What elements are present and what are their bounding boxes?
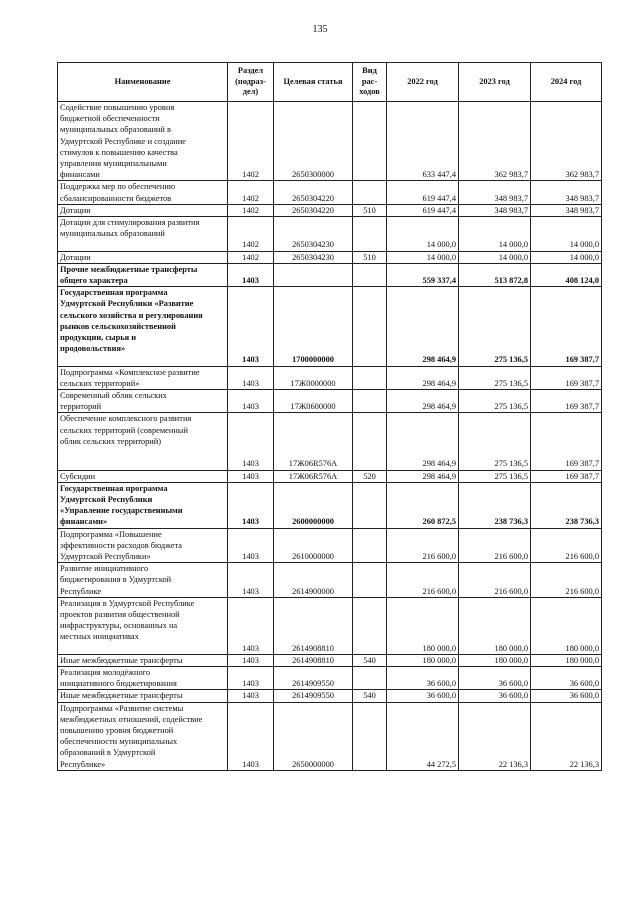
header-section xyxy=(228,63,274,102)
cell-section: 1402 xyxy=(228,204,274,216)
cell-2024: 408 124,0 xyxy=(531,263,602,286)
cell-2024: 238 736,3 xyxy=(531,482,602,528)
cell-article: 2614900000 xyxy=(274,563,353,598)
cell-2022: 44 272,5 xyxy=(387,702,459,770)
cell-name xyxy=(58,217,228,252)
table-row xyxy=(58,528,602,563)
cell-section: 1403 xyxy=(228,482,274,528)
cell-2024: 169 387,7 xyxy=(531,470,602,482)
cell-name-line: Удмуртской Республике и создание xyxy=(60,136,186,146)
cell-section: 1403 xyxy=(228,366,274,389)
cell-2022: 14 000,0 xyxy=(387,217,459,252)
cell-name-line: сельского хозяйства и регулирования xyxy=(60,310,203,320)
cell-name-line: обеспеченности муниципальных xyxy=(60,737,178,747)
cell-2024: 169 387,7 xyxy=(531,287,602,366)
cell-2023: 36 600,0 xyxy=(459,666,531,689)
cell-2022: 298 464,9 xyxy=(387,287,459,366)
header-article: Целевая статья xyxy=(274,63,353,102)
cell-type xyxy=(353,366,387,389)
cell-2023: 362 983,7 xyxy=(459,102,531,181)
table-row xyxy=(58,181,602,204)
cell-2022: 36 600,0 xyxy=(387,690,459,702)
cell-name-line: бюджетирования в Удмуртской xyxy=(60,575,172,585)
table-row xyxy=(58,563,602,598)
table-row xyxy=(58,690,602,702)
cell-2024: 169 387,7 xyxy=(531,366,602,389)
cell-2022: 619 447,4 xyxy=(387,204,459,216)
cell-2024: 36 600,0 xyxy=(531,690,602,702)
cell-article: 2600000000 xyxy=(274,482,353,528)
cell-name xyxy=(58,413,228,470)
cell-2022: 260 872,5 xyxy=(387,482,459,528)
cell-name-line: муниципальных образований в xyxy=(60,125,171,135)
header-name: Наименование xyxy=(58,63,228,102)
cell-name-line: Государственная программа xyxy=(60,483,168,493)
cell-type xyxy=(353,263,387,286)
cell-type: 520 xyxy=(353,470,387,482)
cell-2023: 216 600,0 xyxy=(459,528,531,563)
cell-article: 2650300000 xyxy=(274,102,353,181)
cell-name-line: Дотации xyxy=(60,205,91,215)
header-section-line: дел) xyxy=(242,87,259,97)
cell-section: 1403 xyxy=(228,563,274,598)
cell-2023: 348 983,7 xyxy=(459,181,531,204)
cell-2022: 180 000,0 xyxy=(387,654,459,666)
cell-name xyxy=(58,263,228,286)
cell-article: 2650304230 xyxy=(274,251,353,263)
cell-2022: 36 600,0 xyxy=(387,666,459,689)
cell-name-line: Подпрограмма «Развитие системы xyxy=(60,703,184,713)
cell-name-line: Содействие повышению уровня xyxy=(60,103,175,112)
table-row xyxy=(58,204,602,216)
cell-2024: 14 000,0 xyxy=(531,251,602,263)
cell-section: 1402 xyxy=(228,217,274,252)
cell-type xyxy=(353,666,387,689)
cell-name-line: Поддержка мер по обеспечению xyxy=(60,182,176,192)
cell-article: 17Ж0600000 xyxy=(274,390,353,413)
header-2022: 2022 год xyxy=(387,63,459,102)
table-row xyxy=(58,102,602,181)
cell-name xyxy=(58,702,228,770)
cell-2022: 619 447,4 xyxy=(387,181,459,204)
cell-2024: 180 000,0 xyxy=(531,654,602,666)
cell-type xyxy=(353,702,387,770)
cell-type xyxy=(353,217,387,252)
cell-section: 1402 xyxy=(228,181,274,204)
cell-section: 1403 xyxy=(228,690,274,702)
cell-article: 2650000000 xyxy=(274,702,353,770)
cell-2023: 14 000,0 xyxy=(459,217,531,252)
cell-name xyxy=(58,482,228,528)
table-row xyxy=(58,702,602,770)
cell-type: 540 xyxy=(353,690,387,702)
page-number: 135 xyxy=(312,24,328,35)
cell-2023: 348 983,7 xyxy=(459,204,531,216)
cell-2024: 180 000,0 xyxy=(531,597,602,654)
cell-type xyxy=(353,390,387,413)
cell-name-line: инициативного бюджетирования xyxy=(60,679,177,689)
cell-type xyxy=(353,482,387,528)
cell-2022: 298 464,9 xyxy=(387,390,459,413)
cell-2023: 216 600,0 xyxy=(459,563,531,598)
cell-name-line xyxy=(60,239,225,250)
table-row xyxy=(58,217,602,252)
cell-name-line: местных инициативах xyxy=(60,632,139,642)
cell-2023: 275 136,5 xyxy=(459,366,531,389)
cell-article xyxy=(274,263,353,286)
cell-2022: 559 337,4 xyxy=(387,263,459,286)
cell-name-line: Современный облик сельских xyxy=(60,391,167,401)
cell-2024: 216 600,0 xyxy=(531,528,602,563)
cell-2023: 36 600,0 xyxy=(459,690,531,702)
cell-name-line: Удмуртской Республики «Развитие xyxy=(60,299,194,309)
cell-name-line: Республике xyxy=(60,586,102,596)
cell-2022: 216 600,0 xyxy=(387,528,459,563)
cell-article: 2650304230 xyxy=(274,217,353,252)
cell-section: 1403 xyxy=(228,413,274,470)
cell-name xyxy=(58,666,228,689)
table-body xyxy=(58,102,602,771)
cell-name-line: сельских территорий» xyxy=(60,378,140,388)
cell-article: 1700000000 xyxy=(274,287,353,366)
cell-type xyxy=(353,597,387,654)
cell-2023: 14 000,0 xyxy=(459,251,531,263)
cell-2023: 513 872,8 xyxy=(459,263,531,286)
cell-name-line: Дотации xyxy=(60,252,91,262)
cell-name-line: повышению уровня бюджетной xyxy=(60,725,174,735)
cell-name-line: общего характера xyxy=(60,276,128,286)
cell-section: 1403 xyxy=(228,597,274,654)
header-2024: 2024 год xyxy=(531,63,602,102)
cell-2024: 14 000,0 xyxy=(531,217,602,252)
cell-type: 510 xyxy=(353,204,387,216)
cell-2024: 362 983,7 xyxy=(531,102,602,181)
cell-section: 1402 xyxy=(228,102,274,181)
cell-section: 1403 xyxy=(228,654,274,666)
cell-name-line: Республике» xyxy=(60,759,106,769)
header-section-line: Раздел xyxy=(237,66,264,76)
cell-name xyxy=(58,597,228,654)
cell-name-line: Подпрограмма «Повышение xyxy=(60,529,162,539)
cell-article: 17Ж0000000 xyxy=(274,366,353,389)
cell-name-line: Государственная программа xyxy=(60,288,168,298)
cell-2022: 633 447,4 xyxy=(387,102,459,181)
cell-name-line: облик сельских территорий) xyxy=(60,436,162,446)
cell-name xyxy=(58,287,228,366)
cell-name-line: межбюджетных отношений, содействие xyxy=(60,714,203,724)
cell-name-line: управления муниципальными xyxy=(60,159,167,169)
cell-name-line: финансами» xyxy=(60,517,108,527)
cell-section: 1403 xyxy=(228,470,274,482)
cell-name xyxy=(58,366,228,389)
cell-2022: 298 464,9 xyxy=(387,470,459,482)
cell-article: 2650304220 xyxy=(274,204,353,216)
cell-name-line xyxy=(60,354,225,365)
header-type-line: рас- xyxy=(361,76,378,86)
cell-name-line: Удмуртской Республики xyxy=(60,494,153,504)
header-section-line: (подраз- xyxy=(235,76,266,86)
cell-name-line: территорий xyxy=(60,402,102,412)
cell-2023: 275 136,5 xyxy=(459,390,531,413)
cell-name xyxy=(58,390,228,413)
cell-name-line: продукции, сырья и xyxy=(60,333,137,343)
cell-section: 1403 xyxy=(228,702,274,770)
cell-name-line: продовольствия» xyxy=(60,344,126,354)
cell-article: 17Ж06R576A xyxy=(274,413,353,470)
cell-type xyxy=(353,413,387,470)
cell-name-line: Развитие инициативного xyxy=(60,564,149,574)
cell-name-line: Удмуртской Республики» xyxy=(60,551,151,561)
cell-2024: 348 983,7 xyxy=(531,204,602,216)
table-row xyxy=(58,470,602,482)
cell-type: 540 xyxy=(353,654,387,666)
cell-type xyxy=(353,102,387,181)
cell-name-line: рынков сельскохозяйственной xyxy=(60,321,176,331)
header-type xyxy=(353,63,387,102)
cell-2024: 216 600,0 xyxy=(531,563,602,598)
table-header-row xyxy=(58,63,602,102)
cell-2023: 238 736,3 xyxy=(459,482,531,528)
cell-2023: 275 136,5 xyxy=(459,413,531,470)
cell-2022: 298 464,9 xyxy=(387,413,459,470)
cell-name-line: сбалансированности бюджетов xyxy=(60,193,172,203)
table-row xyxy=(58,666,602,689)
cell-section: 1402 xyxy=(228,251,274,263)
cell-name-line: сельских территорий (современный xyxy=(60,425,188,435)
cell-article: 2610000000 xyxy=(274,528,353,563)
cell-name-line: финансами xyxy=(60,170,100,180)
table-row xyxy=(58,482,602,528)
cell-section: 1403 xyxy=(228,528,274,563)
cell-name-line: Реализация в Удмуртской Республике xyxy=(60,598,195,608)
cell-2023: 22 136,3 xyxy=(459,702,531,770)
table-row xyxy=(58,251,602,263)
cell-name-line: Иные межбюджетные трансферты xyxy=(60,691,183,701)
table-row xyxy=(58,413,602,470)
cell-name-line: эффективности расходов бюджета xyxy=(60,540,182,550)
cell-2022: 298 464,9 xyxy=(387,366,459,389)
cell-2023: 180 000,0 xyxy=(459,654,531,666)
budget-table xyxy=(57,62,602,771)
cell-type: 510 xyxy=(353,251,387,263)
cell-2023: 275 136,5 xyxy=(459,470,531,482)
cell-name-line: стимулов к повышению качества xyxy=(60,147,178,157)
cell-article: 2650304220 xyxy=(274,181,353,204)
cell-section: 1403 xyxy=(228,287,274,366)
cell-article: 2614908810 xyxy=(274,597,353,654)
cell-2024: 22 136,3 xyxy=(531,702,602,770)
cell-name-line: Субсидии xyxy=(60,471,96,481)
table-row xyxy=(58,366,602,389)
cell-2024: 169 387,7 xyxy=(531,390,602,413)
cell-name-line: Реализация молодёжного xyxy=(60,667,151,677)
cell-name-line xyxy=(60,458,225,469)
cell-name-line xyxy=(60,643,225,654)
cell-article: 17Ж06R576A xyxy=(274,470,353,482)
cell-2023: 180 000,0 xyxy=(459,597,531,654)
cell-2022: 216 600,0 xyxy=(387,563,459,598)
cell-name xyxy=(58,470,228,482)
cell-article: 2614909550 xyxy=(274,666,353,689)
cell-name-line xyxy=(60,447,225,458)
cell-2024: 169 387,7 xyxy=(531,413,602,470)
cell-name-line: Иные межбюджетные трансферты xyxy=(60,655,183,665)
cell-name-line: образований в Удмуртской xyxy=(60,748,156,758)
cell-name-line: проектов развития общественной xyxy=(60,609,180,619)
header-type-line: ходов xyxy=(359,87,380,97)
cell-2022: 180 000,0 xyxy=(387,597,459,654)
cell-type xyxy=(353,181,387,204)
cell-type xyxy=(353,528,387,563)
cell-name-line: Подпрограмма «Комплексное развитие xyxy=(60,367,200,377)
cell-name xyxy=(58,204,228,216)
cell-name-line: муниципальных образований xyxy=(60,229,165,239)
cell-name xyxy=(58,251,228,263)
cell-name-line: Прочие межбюджетные трансферты xyxy=(60,264,198,274)
cell-name xyxy=(58,102,228,181)
cell-article: 2614908810 xyxy=(274,654,353,666)
table-row xyxy=(58,654,602,666)
cell-section: 1403 xyxy=(228,390,274,413)
header-type-line: Вид xyxy=(362,66,377,76)
cell-type xyxy=(353,287,387,366)
table-row xyxy=(58,263,602,286)
cell-name-line: бюджетной обеспеченности xyxy=(60,114,160,124)
cell-name xyxy=(58,654,228,666)
cell-name xyxy=(58,528,228,563)
cell-name xyxy=(58,563,228,598)
cell-name-line: инфраструктуры, основанных на xyxy=(60,621,178,631)
cell-2023: 275 136,5 xyxy=(459,287,531,366)
cell-section: 1403 xyxy=(228,263,274,286)
cell-name xyxy=(58,181,228,204)
cell-article: 2614909550 xyxy=(274,690,353,702)
table-row xyxy=(58,597,602,654)
cell-type xyxy=(353,563,387,598)
cell-2022: 14 000,0 xyxy=(387,251,459,263)
cell-2024: 36 600,0 xyxy=(531,666,602,689)
cell-name-line: Дотации для стимулирования развития xyxy=(60,218,200,228)
cell-name xyxy=(58,690,228,702)
cell-name-line: «Управление государственными xyxy=(60,506,183,516)
table-row xyxy=(58,287,602,366)
cell-section: 1403 xyxy=(228,666,274,689)
cell-2024: 348 983,7 xyxy=(531,181,602,204)
cell-name-line: Обеспечение комплексного развития xyxy=(60,414,192,424)
table-row xyxy=(58,390,602,413)
header-2023: 2023 год xyxy=(459,63,531,102)
